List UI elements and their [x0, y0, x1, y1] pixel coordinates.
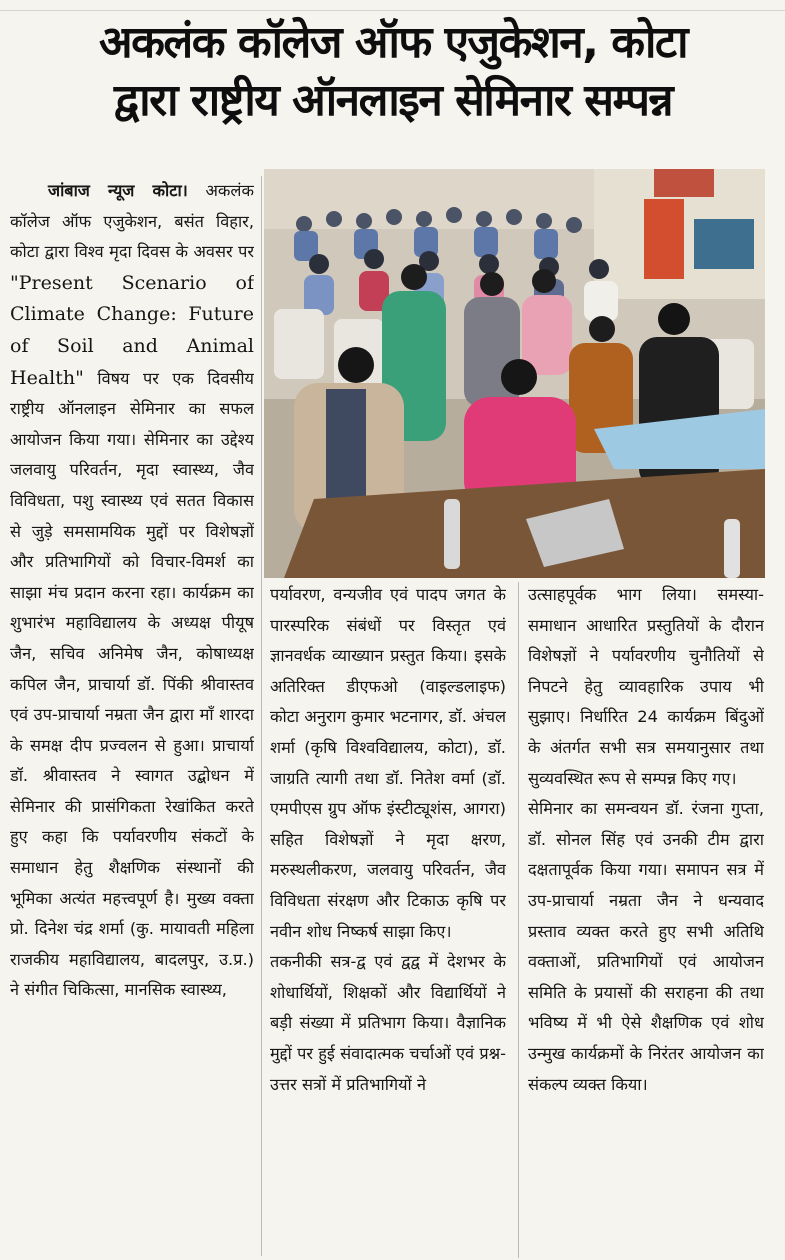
column-divider — [518, 582, 519, 1258]
dateline: जांबाज न्यूज कोटा। — [48, 181, 188, 200]
headline-line-2: द्वारा राष्ट्रीय ऑनलाइन सेमिनार सम्पन्न — [113, 75, 673, 126]
column-3-paragraph-1: उत्साहपूर्वक भाग लिया। समस्या-समाधान आधारित प्रस्तुतियों के दौरान विशेषज्ञों ने पर्यावरणीय चुनौतियों से निपटने हेतु व्यावहारिक उपाय भी सुझाए। निर्धारित 24 कार्यक्रम बिंदुओं के अंतर्गत सभी सत्र समयानुसार तथा सुव्यवस्थित रूप से सम्पन्न किए गए। — [528, 585, 764, 788]
seminar-title-english: "Present Scenario of Climate Change: Future of Soil and Animal Health" — [10, 271, 254, 389]
article-column-2 — [270, 580, 506, 1260]
seminar-photo — [264, 169, 765, 578]
top-cropped-strip — [0, 0, 785, 11]
article-column-1 — [10, 176, 254, 1260]
column-2-paragraph-2: तकनीकी सत्र-द्व एवं द्वद्व में देशभर के शोधार्थियों, शिक्षकों और विद्यार्थियों ने बड़ी संख्या में प्रतिभाग किया। वैज्ञानिक मुद्दों पर हुई संवादात्मक चर्चाओं एवं प्रश्न-उत्तर सत्रों में प्रतिभागियों ने — [270, 952, 506, 1094]
headline — [8, 14, 778, 130]
intro-text: अकलंक कॉलेज ऑफ एजुकेशन, बसंत विहार, कोटा द्वारा विश्व मृदा दिवस के अवसर पर — [10, 181, 254, 262]
column-divider — [261, 176, 262, 1256]
column-3-paragraph-2: सेमिनार का समन्वयन डॉ. रंजना गुप्ता, डॉ. सोनल सिंह एवं उनकी टीम द्वारा दक्षतापूर्वक किया गया। समापन सत्र में उप-प्राचार्या नम्रता जैन ने धन्यवाद प्रस्ताव व्यक्त करते हुए सभी अतिथि वक्ताओं, प्रतिभागियों एवं आयोजन समिति के प्रयासों की सराहना की तथा भविष्य में भी ऐसे शैक्षणिक एवं शोध उन्मुख कार्यक्रमों के निरंतर आयोजन का संकल्प व्यक्त किया। — [528, 799, 764, 1094]
column-1-body: विषय पर एक दिवसीय राष्ट्रीय ऑनलाइन सेमिनार का सफल आयोजन किया गया। सेमिनार का उद्देश्य जलवायु परिवर्तन, मृदा स्वास्थ्य, जैव विविधता, पशु स्वास्थ्य एवं सतत विकास से जुड़े समसामयिक मुद्दों पर विशेषज्ञों और प्रतिभागियों को विचार-विमर्श का साझा मंच प्रदान करना रहा। कार्यक्रम का शुभारंभ महाविद्यालय के अध्यक्ष पीयूष जैन, सचिव अनिमेष जैन, कोषाध्यक्ष कपिल जैन, प्राचार्या डॉ. पिंकी श्रीवास्तव एवं उप-प्राचार्या नम्रता जैन द्वारा माँ शारदा के समक्ष दीप प्रज्वलन से हुआ। प्राचार्या डॉ. श्रीवास्तव ने स्वागत उद्बोधन में सेमिनार की प्रासंगिकता रेखांकित करते हुए कहा कि पर्यावरणीय संकटों के समाधान हेतु शैक्षणिक संस्थानों की भूमिका अत्यंत महत्त्वपूर्ण है। मुख्य वक्ता प्रो. दिनेश चंद्र शर्मा (कु. मायावती महिला राजकीय महाविद्यालय, बादलपुर, उ.प्र.) ने संगीत चिकित्सा, मानसिक स्वास्थ्य, — [10, 368, 254, 1000]
column-2-paragraph-1: पर्यावरण, वन्यजीव एवं पादप जगत के पारस्परिक संबंधों पर विस्तृत एवं ज्ञानवर्धक व्याख्यान प्रस्तुत किया। इसके अतिरिक्त डीएफओ (वाइल्डलाइफ) कोटा अनुराग कुमार भटनागर, डॉ. अंचल शर्मा (कृषि विश्वविद्यालय, कोटा), डॉ. जाग्रति त्यागी तथा डॉ. नितेश वर्मा (डॉ. एमपीएस ग्रुप ऑफ इंस्टीट्यूशंस, आगरा) सहित विशेषज्ञों ने मृदा क्षरण, मरुस्थलीकरण, जलवायु परिवर्तन, जैव विविधता संरक्षण और टिकाऊ कृषि पर नवीन शोध निष्कर्ष साझा किए। — [270, 585, 506, 941]
article-column-3 — [528, 580, 764, 1260]
headline-line-1: अकलंक कॉलेज ऑफ एजुकेशन, कोटा — [99, 17, 687, 68]
